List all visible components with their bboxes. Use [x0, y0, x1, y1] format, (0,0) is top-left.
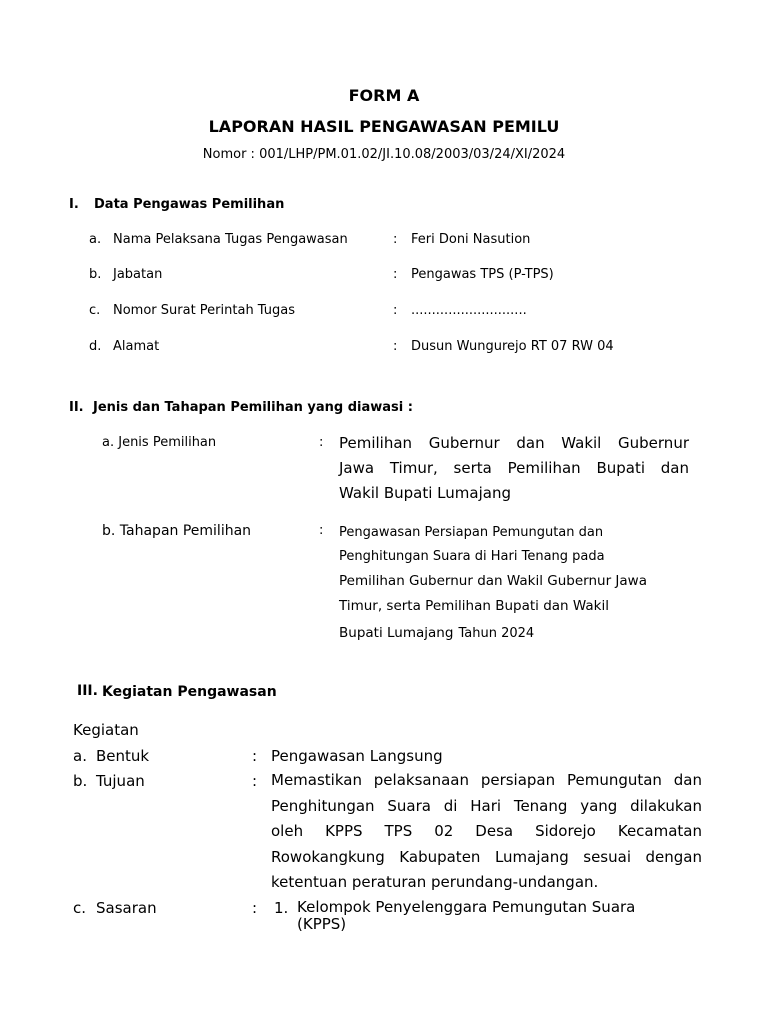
row-colon: : [393, 303, 398, 318]
section3-heading: Kegiatan Pengawasan [102, 684, 277, 700]
sasaran-colon: : [252, 899, 258, 917]
bentuk-colon: : [252, 747, 258, 765]
section3-number: III. [77, 683, 98, 699]
tujuan-value [271, 768, 702, 896]
jenis-pemilihan-value [339, 431, 689, 506]
text-line: Kelompok Penyelenggara Pemungutan Suara [297, 898, 636, 916]
text-line: Bupati Lumajang [339, 625, 454, 641]
section2-heading: Jenis dan Tahapan Pemilihan yang diawasi : [93, 400, 413, 415]
text-line: oleh KPPS TPS 02 Desa Sidorejo Kecamatan [271, 822, 702, 840]
row-letter: a. [89, 232, 102, 247]
row-letter: b. [89, 267, 102, 282]
bentuk-label: Bentuk [96, 747, 150, 765]
sasaran-letter: c. [73, 899, 87, 917]
tahapan-colon: : [319, 523, 324, 538]
jenis-colon: : [319, 435, 324, 450]
document-title: LAPORAN HASIL PENGAWASAN PEMILU [208, 117, 560, 136]
row-label: Nomor Surat Perintah Tugas [113, 303, 296, 318]
kegiatan-label: Kegiatan [73, 721, 139, 739]
text-line: Tahun 2024 [458, 626, 535, 641]
tujuan-label: Tujuan [96, 772, 145, 790]
row-letter: c. [89, 303, 101, 318]
text-line: Wakil Bupati Lumajang [339, 484, 511, 502]
text-line: (KPPS) [297, 915, 347, 933]
text-line: Rowokangkung Kabupaten Lumajang sesuai dengan [271, 847, 702, 866]
text-line: ketentuan peraturan perundang-undangan. [271, 873, 599, 891]
row-label: Jabatan [113, 267, 163, 282]
section2-number: II. [69, 400, 84, 415]
row-letter: d. [89, 339, 102, 354]
bentuk-value: Pengawasan Langsung [271, 747, 443, 765]
section1-heading: Data Pengawas Pemilihan [94, 197, 285, 212]
text-line: Timur, serta Pemilihan Bupati dan Wakil [339, 598, 609, 614]
row-colon: : [393, 267, 398, 282]
tahapan-pemilihan-value [339, 521, 699, 647]
row-value: Feri Doni Nasution [411, 232, 531, 247]
sasaran-item-text [297, 899, 635, 933]
sasaran-label: Sasaran [96, 899, 157, 917]
text-line: Pemilihan Gubernur dan Wakil Gubernur Jawa [339, 573, 647, 589]
row-value: ............................ [411, 303, 527, 318]
form-label: FORM A [348, 86, 420, 105]
row-value: Pengawas TPS (P-TPS) [411, 267, 554, 282]
tujuan-colon: : [252, 772, 258, 790]
text-line: Memastikan pelaksanaan persiapan Pemungutan dan [271, 771, 702, 789]
row-label: Nama Pelaksana Tugas Pengawasan [113, 232, 348, 247]
row-label: Alamat [113, 339, 160, 354]
document-number: Nomor : 001/LHP/PM.01.02/JI.10.08/2003/03/24/XI/2024 [202, 147, 566, 162]
text-line: Pengawasan Persiapan Pemungutan dan [339, 525, 604, 540]
row-value: Dusun Wungurejo RT 07 RW 04 [411, 339, 614, 354]
jenis-pemilihan-label: a. Jenis Pemilihan [102, 435, 217, 450]
text-line: Penghitungan Suara di Hari Tenang pada [339, 549, 605, 564]
section1-number: I. [69, 197, 79, 212]
text-line: Penghitungan Suara di Hari Tenang yang dilakukan [271, 796, 702, 815]
tahapan-pemilihan-label: b. Tahapan Pemilihan [102, 523, 252, 539]
sasaran-item-number: 1. [274, 899, 289, 917]
text-line: Pemilihan Gubernur dan Wakil Gubernur [339, 434, 689, 452]
bentuk-letter: a. [73, 747, 87, 765]
text-line: Jawa Timur, serta Pemilihan Bupati dan [339, 459, 689, 477]
row-colon: : [393, 232, 398, 247]
row-colon: : [393, 339, 398, 354]
tujuan-letter: b. [73, 772, 88, 790]
